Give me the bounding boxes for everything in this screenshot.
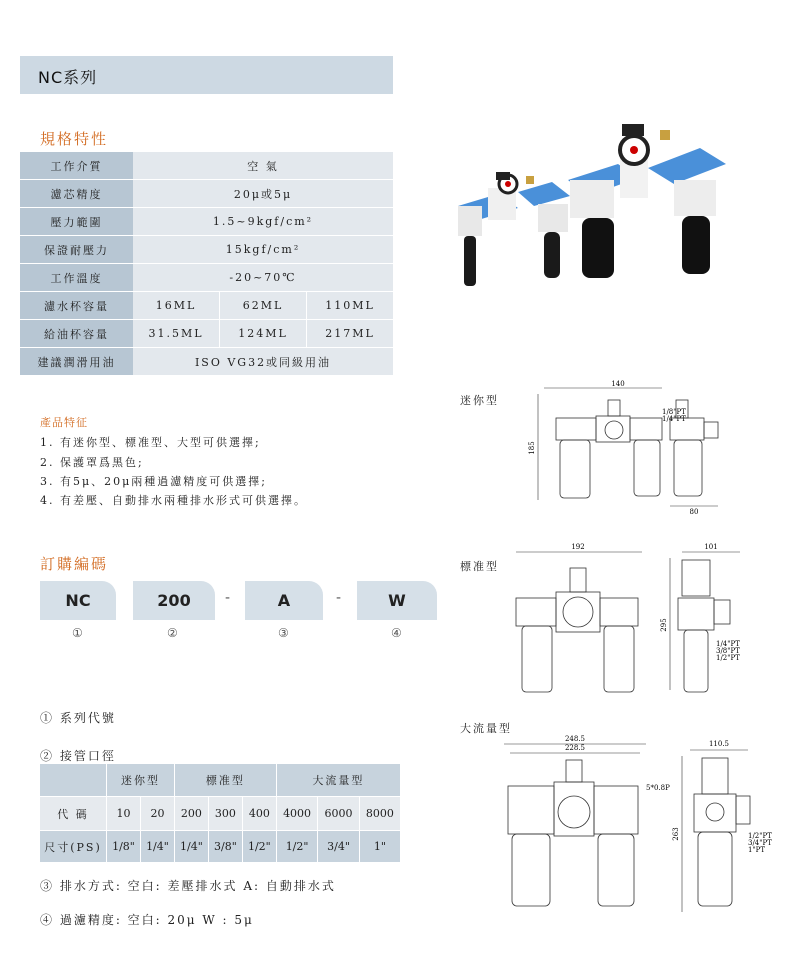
dim-depth: 101 bbox=[704, 543, 718, 551]
port-code-row bbox=[40, 797, 400, 831]
code-box-series: NC bbox=[40, 581, 116, 620]
spec-row bbox=[20, 208, 393, 236]
size-cell: 3/8" bbox=[208, 831, 242, 863]
spec-row-drain-cup bbox=[20, 292, 393, 320]
feature-item: 2. 保護罩爲黑色; bbox=[40, 456, 144, 469]
code-box-port: 200 bbox=[133, 581, 215, 620]
feature-item: 4. 有差壓、自動排水兩種排水形式可供選擇。 bbox=[40, 494, 307, 507]
size-cell: 1/4" bbox=[174, 831, 208, 863]
port-label: 1/4"PT bbox=[662, 415, 686, 423]
drawing-label-standard: 標准型 bbox=[460, 560, 499, 573]
dim-height: 185 bbox=[528, 441, 536, 455]
spec-value: 110ML bbox=[307, 292, 394, 320]
port-label: 1/8"PT bbox=[662, 408, 686, 416]
spec-label: 保證耐壓力 bbox=[20, 236, 133, 264]
spec-value: ISO VG32或同級用油 bbox=[133, 348, 393, 376]
spec-value: 124ML bbox=[220, 320, 307, 348]
spec-row bbox=[20, 236, 393, 264]
code-box-filter: W bbox=[357, 581, 437, 620]
spec-value: -20~70℃ bbox=[133, 264, 393, 292]
port-label: 3/8"PT bbox=[716, 647, 740, 655]
spec-label: 濾水杯容量 bbox=[20, 292, 133, 320]
spec-value: 1.5~9kgf/cm² bbox=[133, 208, 393, 236]
series-title: NC系列 bbox=[38, 68, 98, 87]
port-size-row bbox=[40, 831, 400, 863]
dim-depth: 110.5 bbox=[708, 740, 730, 748]
drawing-large bbox=[490, 732, 780, 922]
code-cell: 20 bbox=[140, 797, 174, 831]
mini-frl-unit bbox=[458, 172, 570, 286]
note-series: ① 系列代號 bbox=[40, 711, 116, 725]
port-label: 3/4"PT bbox=[748, 839, 772, 847]
features-heading: 產品特征 bbox=[40, 416, 88, 429]
size-cell: 3/4" bbox=[318, 831, 359, 863]
note-port-heading: ② 接管口徑 bbox=[40, 749, 116, 763]
code-cell: 10 bbox=[107, 797, 141, 831]
code-label: 代 碼 bbox=[40, 797, 107, 831]
hole-label: 5*0.8P bbox=[646, 784, 670, 792]
drawing-label-mini: 迷你型 bbox=[460, 394, 499, 407]
drawing-label-large: 大流量型 bbox=[460, 722, 512, 735]
group-large: 大流量型 bbox=[276, 764, 400, 797]
code-cell: 300 bbox=[208, 797, 242, 831]
code-cell: 400 bbox=[242, 797, 276, 831]
separator: - bbox=[225, 590, 231, 606]
code-box-drain: A bbox=[245, 581, 323, 620]
port-table bbox=[40, 764, 400, 862]
drawing-mini bbox=[530, 378, 735, 518]
group-standard: 標准型 bbox=[174, 764, 276, 797]
spec-row-oil-cup bbox=[20, 320, 393, 348]
spec-label: 濾芯精度 bbox=[20, 180, 133, 208]
feature-item: 3. 有5μ、20μ兩種過濾精度可供選擇; bbox=[40, 475, 267, 488]
spec-value: 空 氣 bbox=[133, 152, 393, 180]
separator: - bbox=[336, 590, 342, 606]
size-cell: 1" bbox=[359, 831, 400, 863]
drawing-standard bbox=[510, 540, 755, 705]
dim-width-inner: 228.5 bbox=[564, 744, 586, 752]
code-cell: 200 bbox=[174, 797, 208, 831]
spec-row bbox=[20, 180, 393, 208]
spec-label: 壓力範圍 bbox=[20, 208, 133, 236]
port-table-header bbox=[40, 764, 400, 797]
spec-row bbox=[20, 264, 393, 292]
port-label: 1/4"PT bbox=[716, 640, 740, 648]
series-title-bar bbox=[20, 56, 393, 94]
spec-value: 31.5ML bbox=[133, 320, 220, 348]
spec-label: 工作溫度 bbox=[20, 264, 133, 292]
dim-height: 263 bbox=[672, 827, 680, 841]
standard-frl-unit bbox=[568, 124, 726, 278]
marker-1: ① bbox=[72, 626, 83, 640]
note-filter: ④ 過濾精度: 空白: 20μ W : 5μ bbox=[40, 913, 254, 927]
spec-label: 工作介質 bbox=[20, 152, 133, 180]
spec-value: 62ML bbox=[220, 292, 307, 320]
spec-value: 16ML bbox=[133, 292, 220, 320]
dim-depth: 80 bbox=[689, 508, 699, 516]
size-label: 尺寸(PS) bbox=[40, 831, 107, 863]
order-heading: 訂購編碼 bbox=[40, 555, 109, 573]
code-cell: 8000 bbox=[359, 797, 400, 831]
code-cell: 6000 bbox=[318, 797, 359, 831]
size-cell: 1/4" bbox=[140, 831, 174, 863]
size-cell: 1/2" bbox=[276, 831, 317, 863]
spec-table bbox=[20, 152, 393, 376]
dim-width-outer: 248.5 bbox=[564, 735, 586, 743]
note-drain: ③ 排水方式: 空白: 差壓排水式 A: 自動排水式 bbox=[40, 879, 336, 893]
port-label: 1"PT bbox=[748, 846, 766, 854]
code-cell: 4000 bbox=[276, 797, 317, 831]
spec-label: 建議潤滑用油 bbox=[20, 348, 133, 376]
feature-item: 1. 有迷你型、標准型、大型可供選擇; bbox=[40, 436, 261, 449]
dim-height: 295 bbox=[660, 618, 668, 632]
marker-4: ④ bbox=[391, 626, 402, 640]
dim-width: 192 bbox=[571, 543, 585, 551]
group-mini: 迷你型 bbox=[107, 764, 175, 797]
port-label: 1/2"PT bbox=[748, 832, 772, 840]
size-cell: 1/2" bbox=[242, 831, 276, 863]
spec-value: 217ML bbox=[307, 320, 394, 348]
marker-3: ③ bbox=[278, 626, 289, 640]
product-photo bbox=[448, 118, 768, 303]
spec-row-lubricant bbox=[20, 348, 393, 376]
marker-2: ② bbox=[167, 626, 178, 640]
spec-label: 給油杯容量 bbox=[20, 320, 133, 348]
port-label: 1/2"PT bbox=[716, 654, 740, 662]
dim-width: 140 bbox=[611, 380, 625, 388]
spec-value: 15kgf/cm² bbox=[133, 236, 393, 264]
spec-row bbox=[20, 152, 393, 180]
size-cell: 1/8" bbox=[107, 831, 141, 863]
spec-heading: 規格特性 bbox=[40, 130, 109, 148]
spec-value: 20μ或5μ bbox=[133, 180, 393, 208]
